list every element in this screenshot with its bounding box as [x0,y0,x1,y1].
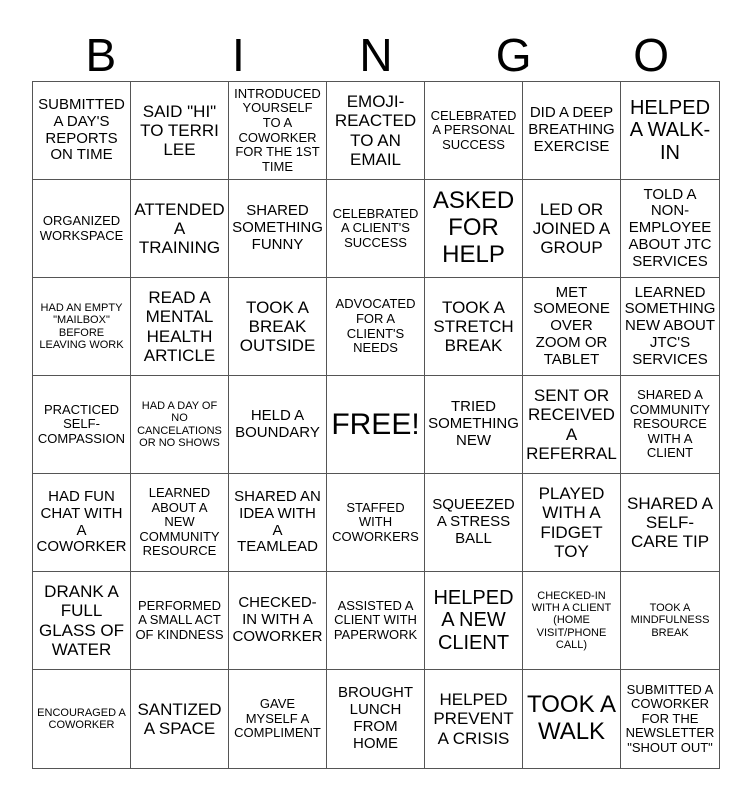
bingo-cell[interactable]: INTRODUCED YOURSELF TO A COWORKER FOR THE 1ST TIME [229,82,327,180]
bingo-header [32,28,720,82]
bingo-cell[interactable]: SANTIZED A SPACE [131,670,229,768]
bingo-cell[interactable]: HELPED PREVENT A CRISIS [425,670,523,768]
bingo-cell[interactable]: MET SOMEONE OVER ZOOM OR TABLET [523,278,621,376]
free-space: FREE! [327,376,425,474]
bingo-cell[interactable]: CELEBRATED A CLIENT'S SUCCESS [327,180,425,278]
bingo-cell[interactable]: SHARED AN IDEA WITH A TEAMLEAD [229,474,327,572]
bingo-cell[interactable]: LEARNED SOMETHING NEW ABOUT JTC'S SERVICES [621,278,719,376]
header-letter-g: G [495,29,532,81]
bingo-cell[interactable]: GAVE MYSELF A COMPLIMENT [229,670,327,768]
bingo-cell[interactable]: ASKED FOR HELP [425,180,523,278]
bingo-cell[interactable]: READ A MENTAL HEALTH ARTICLE [131,278,229,376]
bingo-cell[interactable]: TRIED SOMETHING NEW [425,376,523,474]
bingo-cell[interactable]: ATTENDED A TRAINING [131,180,229,278]
bingo-cell[interactable]: LED OR JOINED A GROUP [523,180,621,278]
bingo-cell[interactable]: CHECKED-IN WITH A COWORKER [229,572,327,670]
bingo-cell[interactable]: PLAYED WITH A FIDGET TOY [523,474,621,572]
bingo-cell[interactable]: SHARED A SELF-CARE TIP [621,474,719,572]
bingo-cell[interactable]: HAD A DAY OF NO CANCELATIONS OR NO SHOWS [131,376,229,474]
bingo-cell[interactable]: SAID "HI" TO TERRI LEE [131,82,229,180]
bingo-cell[interactable]: TOLD A NON-EMPLOYEE ABOUT JTC SERVICES [621,180,719,278]
bingo-cell[interactable]: ASSISTED A CLIENT WITH PAPERWORK [327,572,425,670]
bingo-cell[interactable]: ORGANIZED WORKSPACE [33,180,131,278]
bingo-cell[interactable]: HELPED A WALK-IN [621,82,719,180]
bingo-cell[interactable]: PRACTICED SELF-COMPASSION [33,376,131,474]
bingo-cell[interactable]: CHECKED-IN WITH A CLIENT (HOME VISIT/PHONE CALL) [523,572,621,670]
bingo-cell[interactable]: TOOK A WALK [523,670,621,768]
header-letter-b: B [85,29,117,81]
bingo-cell[interactable]: SUBMITTED A DAY'S REPORTS ON TIME [33,82,131,180]
bingo-cell[interactable]: HELD A BOUNDARY [229,376,327,474]
bingo-cell[interactable]: TOOK A MINDFULNESS BREAK [621,572,719,670]
bingo-cell[interactable]: CELEBRATED A PERSONAL SUCCESS [425,82,523,180]
bingo-cell[interactable]: LEARNED ABOUT A NEW COMMUNITY RESOURCE [131,474,229,572]
bingo-cell[interactable]: ENCOURAGED A COWORKER [33,670,131,768]
bingo-cell[interactable]: STAFFED WITH COWORKERS [327,474,425,572]
bingo-cell[interactable]: ADVOCATED FOR A CLIENT'S NEEDS [327,278,425,376]
bingo-cell[interactable]: TOOK A STRETCH BREAK [425,278,523,376]
bingo-cell[interactable]: TOOK A BREAK OUTSIDE [229,278,327,376]
bingo-cell[interactable]: DID A DEEP BREATHING EXERCISE [523,82,621,180]
bingo-cell[interactable]: BROUGHT LUNCH FROM HOME [327,670,425,768]
bingo-cell[interactable]: HELPED A NEW CLIENT [425,572,523,670]
bingo-cell[interactable]: SQUEEZED A STRESS BALL [425,474,523,572]
bingo-cell[interactable]: SENT OR RECEIVED A REFERRAL [523,376,621,474]
header-letter-o: O [633,29,670,81]
bingo-cell[interactable]: DRANK A FULL GLASS OF WATER [33,572,131,670]
bingo-cell[interactable]: HAD AN EMPTY "MAILBOX" BEFORE LEAVING WORK [33,278,131,376]
header-letter-n: N [359,29,393,81]
bingo-board [32,81,720,769]
header-letter-i: I [232,29,245,81]
bingo-cell[interactable]: HAD FUN CHAT WITH A COWORKER [33,474,131,572]
bingo-cell[interactable]: EMOJI-REACTED TO AN EMAIL [327,82,425,180]
bingo-cell[interactable]: SHARED SOMETHING FUNNY [229,180,327,278]
bingo-cell[interactable]: SUBMITTED A COWORKER FOR THE NEWSLETTER "SHOUT OUT" [625,681,715,755]
bingo-cell[interactable]: PERFORMED A SMALL ACT OF KINDNESS [131,572,229,670]
bingo-cell[interactable]: SHARED A COMMUNITY RESOURCE WITH A CLIENT [621,376,719,474]
